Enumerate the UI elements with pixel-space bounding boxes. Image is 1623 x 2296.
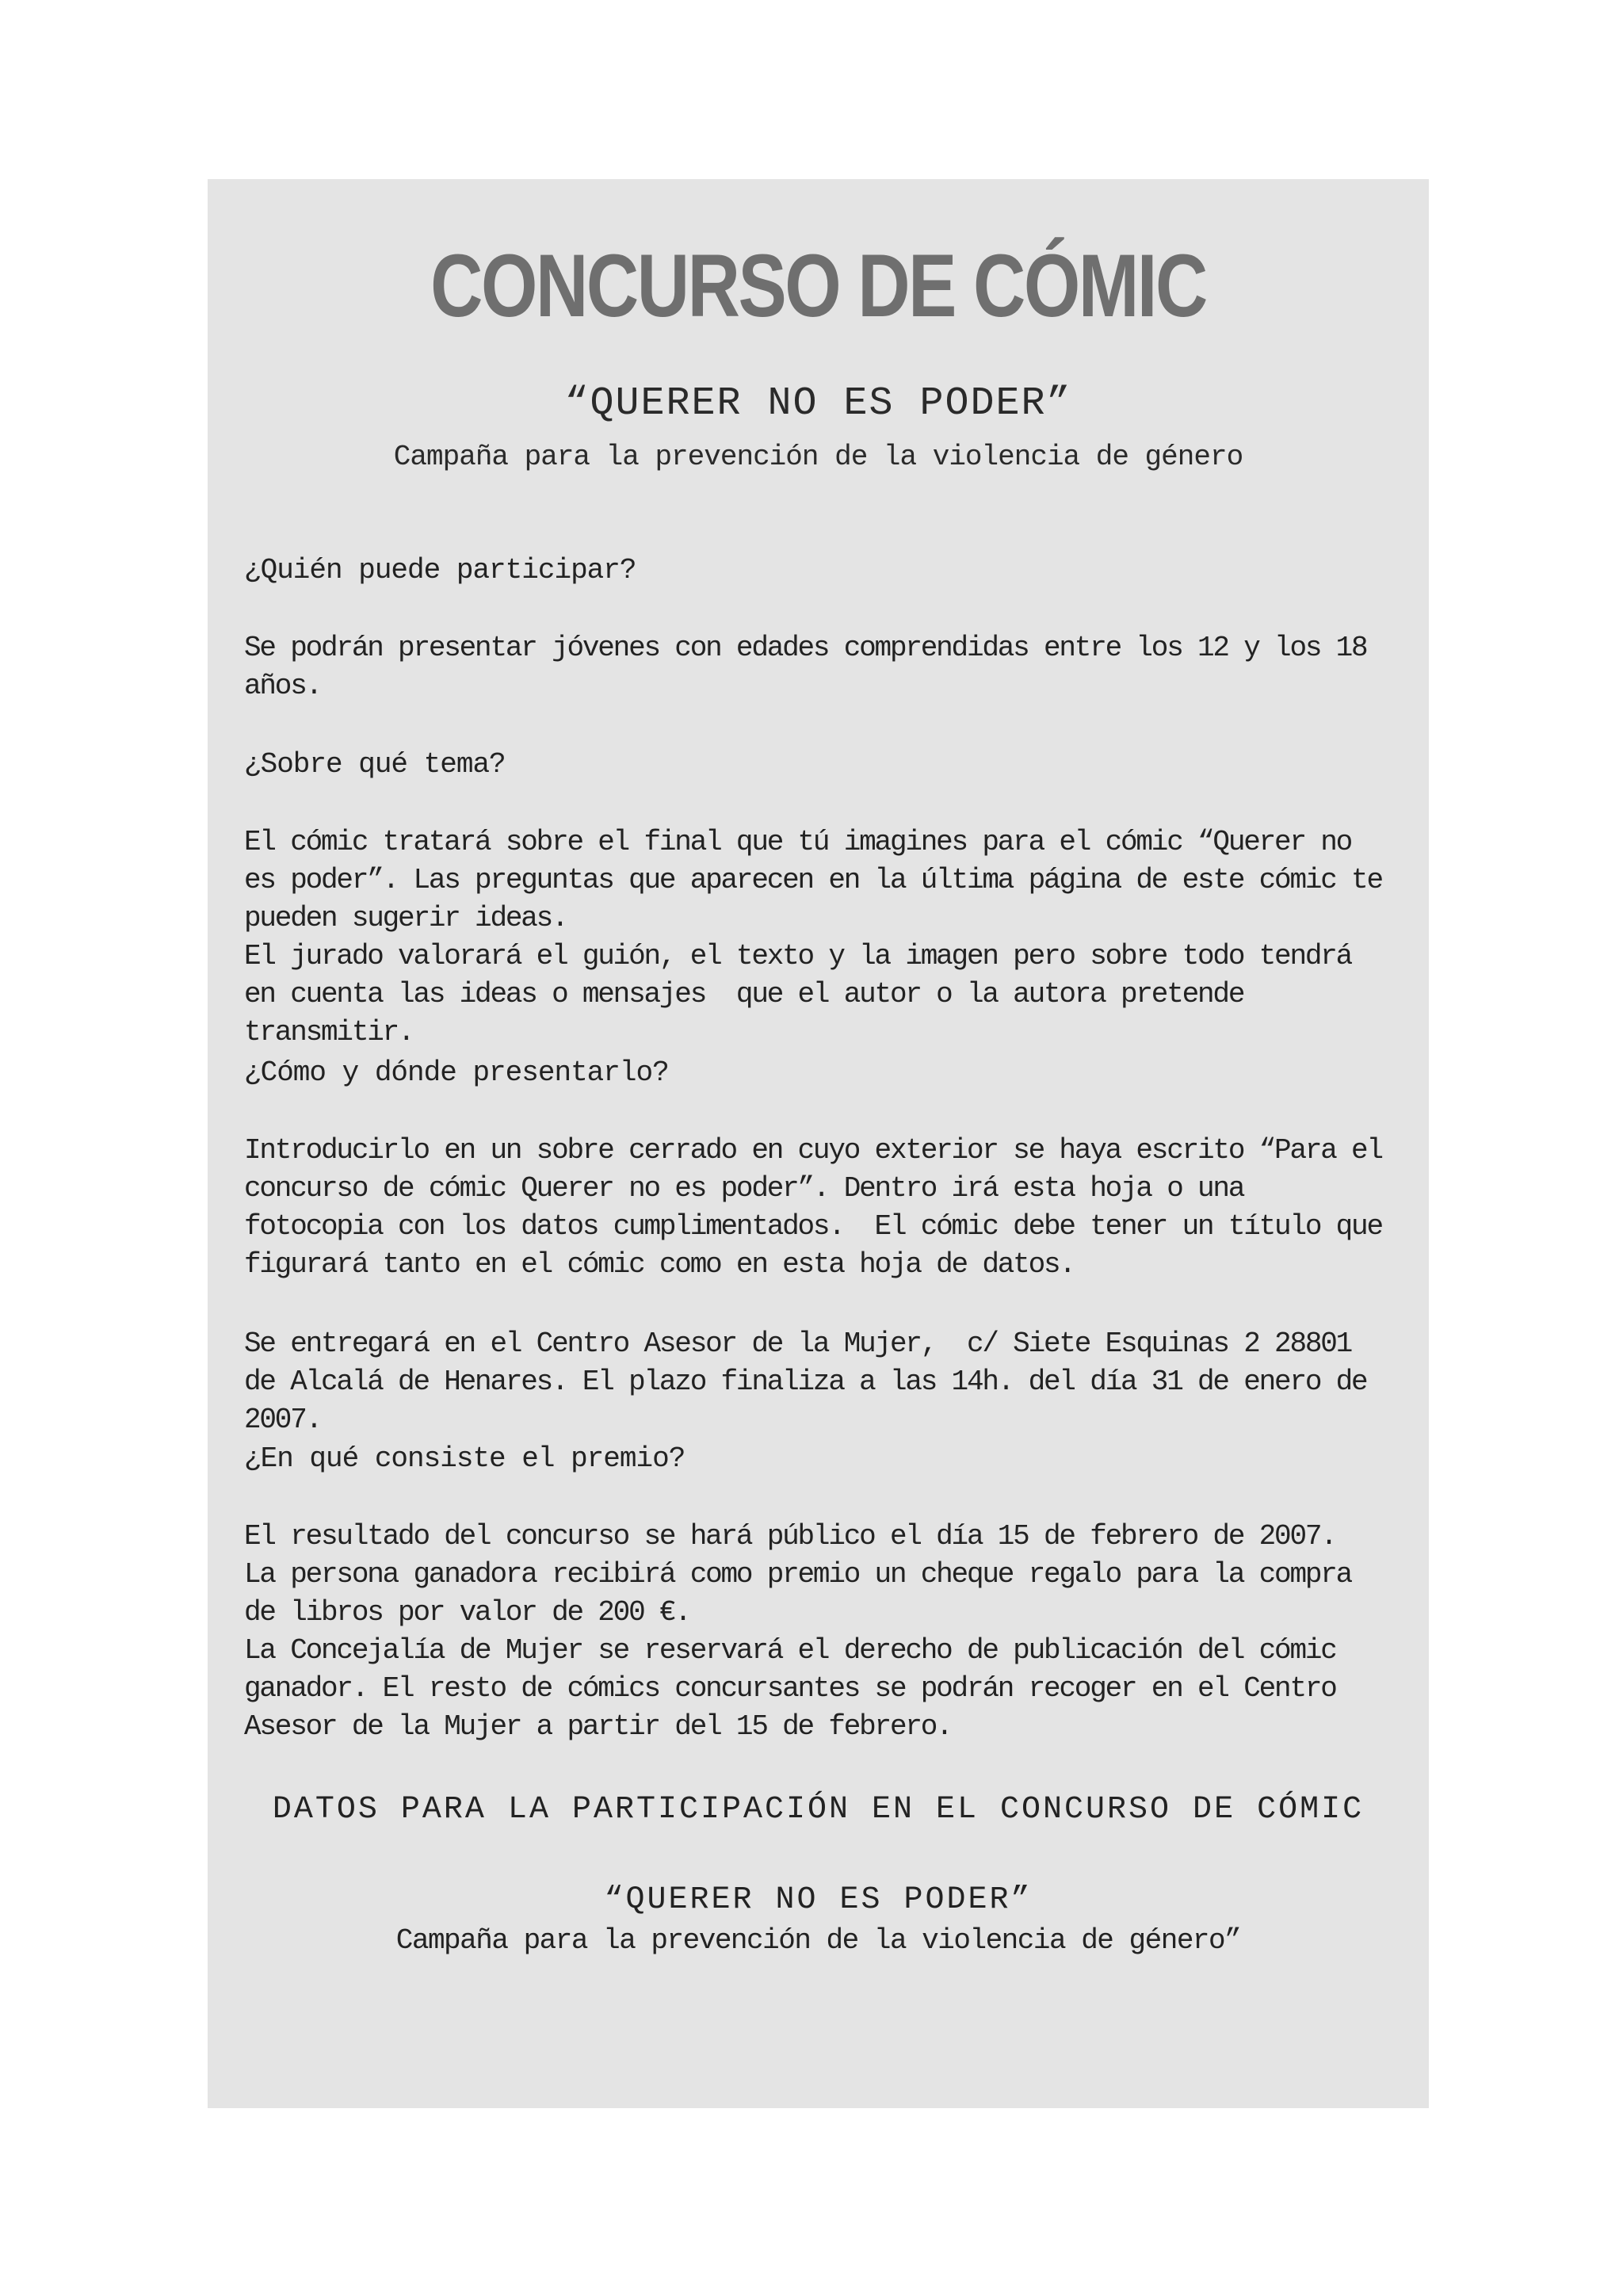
section-heading-prize: ¿En qué consiste el premio? [244,1442,685,1475]
footer-campaign-subtitle: Campaña para la prevención de la violencia de género” [395,1924,1241,1957]
document-panel [208,179,1429,2108]
campaign-slogan: “QUERER NO ES PODER” [564,381,1072,426]
campaign-subtitle: Campaña para la prevención de la violencia de género [393,441,1243,473]
section-paragraph-prize-3: La Concejalía de Mujer se reservará el derecho de publicación del cómic ganador. El resto de cómics concursantes se podrán recoger en el Centro Asesor de la Mujer a partir del 15 de febrero. [244,1634,1352,1743]
section-heading-topic: ¿Sobre qué tema? [244,748,506,781]
section-paragraph-participants: Se podrán presentar jóvenes con edades comprendidas entre los 12 y los 18 años. [244,632,1382,702]
section-paragraph-prize-1: El resultado del concurso se hará público el día 15 de febrero de 2007. [244,1520,1336,1553]
section-paragraph-topic-1: El cómic tratará sobre el final que tú imagines para el cómic “Querer no es poder”. Las preguntas que aparecen en la última página de este cómic te pueden sugerir ideas. [244,826,1398,934]
section-heading-submission: ¿Cómo y dónde presentarlo? [244,1056,669,1089]
participation-data-heading: DATOS PARA LA PARTICIPACIÓN EN EL CONCURSO DE CÓMIC [272,1792,1365,1828]
section-paragraph-submission-1: Introducirlo en un sobre cerrado en cuyo exterior se haya escrito “Para el concurso de cómic Querer no es poder”. Dentro irá esta hoja o una fotocopia con los datos cumplimentados. El cómic debe tener un título que figurará tanto en el cómic como en esta hoja de datos. [244,1134,1398,1281]
section-heading-participants: ¿Quién puede participar? [244,554,636,586]
section-paragraph-submission-2: Se entregará en el Centro Asesor de la Mujer, c/ Siete Esquinas 2 28801 de Alcalá de Henares. El plazo finaliza a las 14h. del día 31 de enero de 2007. [244,1328,1382,1436]
section-paragraph-topic-2: El jurado valorará el guión, el texto y la imagen pero sobre todo tendrá en cuenta las ideas o mensajes que el autor o la autora pretende transmitir. [244,940,1367,1049]
page-title: CONCURSO DE CÓMIC [430,236,1206,335]
section-paragraph-prize-2: La persona ganadora recibirá como premio un cheque regalo para la compra de libros por valor de 200 €. [244,1558,1367,1629]
footer-campaign-slogan: “QUERER NO ES PODER” [604,1882,1033,1918]
